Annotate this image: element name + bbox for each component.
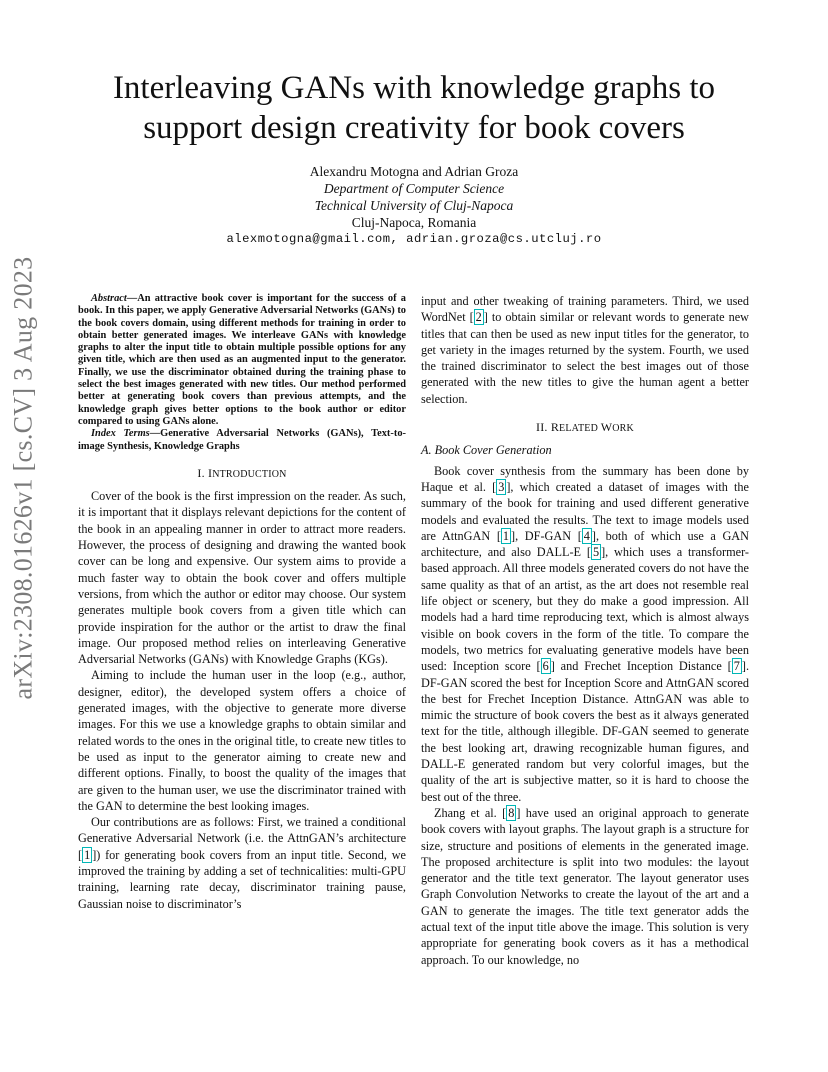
citation-link[interactable]: 2 (475, 310, 482, 325)
intro-paragraph-3-start: Our contributions are as follows: First, we trained a conditional Generative Adversarial Network (i.e. the AttnGAN’s architecture [ 1 ]) for generating book covers from an input title. Second, we improved the training by adding a set of technicalities: multi-GPU training, learning rate decay, discriminator training pause, Gaussian noise to discriminator’s (78, 815, 406, 911)
citation-link[interactable]: 4 (583, 528, 590, 543)
citation-link[interactable]: 8 (508, 805, 515, 820)
author-university: Technical University of Cluj-Napoca (314, 198, 514, 213)
author-block (80, 163, 748, 248)
author-names: Alexandru Motogna and Adrian Groza (309, 164, 519, 179)
title-line-2: support design creativity for book covers (143, 110, 685, 146)
index-terms-label: Index Terms (91, 428, 150, 440)
abstract (78, 293, 406, 453)
right-column (421, 293, 749, 968)
arxiv-sidebar-stamp (2, 256, 44, 699)
author-location: Cluj-Napoca, Romania (351, 215, 477, 230)
intro-paragraph-2: Aiming to include the human user in the loop (e.g., author, designer, editor), the developed system offers a choice of generated images, with the objective to generate more diverse images. For this we use a knowledge graphs to obtain similar and related words to the ones in the original title, to create new titles to be used as input to the generator aiming to create new and different options. Finally, to boost the quality of the images that are given to the human user, we use the discriminator trained with the GAN to determine the best looking images. (78, 668, 406, 813)
intro-paragraph-3-continued: input and other tweaking of training parameters. Third, we used WordNet [ 2 ] to obtain similar or relevant words to generate new titles that can then be used as new input titles for the generator, to get variety in the images returned by the system. Fourth, we used the trained discriminator to select the best images out of those generated with the new titles to give the human agent a better selection. (421, 294, 749, 406)
paper-title (80, 68, 748, 148)
citation-link[interactable]: 1 (502, 528, 510, 543)
citation-link[interactable]: 6 (542, 659, 549, 674)
citation-link[interactable]: 3 (498, 479, 505, 494)
citation-link[interactable]: 7 (733, 659, 740, 674)
abstract-text: Abstract—An attractive book cover is important for the success of a book. In this paper, we apply Generative Adversarial Networks (GANs) to the book covers domain, using different methods for training in order to obtain better generated images. We interleave GANs with knowledge graphs to alter the input title to obtain multiple possible options for any given title, which are then used as an augmented input to the generator. Finally, we use the discriminator obtained during the training phase to select the best images generated with new titles. Our method performed better at generating book covers than previous attempts, and the knowledge graph gives better options to the book author or editor compared to using GANs alone. (78, 293, 406, 427)
subsection-heading-book-cover-generation: A. Book Cover Generation (421, 443, 552, 458)
section-heading-related-work: II. RELATED WORK (536, 420, 634, 435)
arxiv-identifier: arXiv:2308.01626v1 [cs.CV] 3 Aug 2023 (8, 256, 37, 699)
related-paragraph-2: Zhang et al. [ 8 ] have used an original approach to generate book covers with layout graphs. The layout graph is a structure for size, structure and positions of elements in the generated image. The proposed architecture is split into two modules: the layout generator and the title text generator. The layout generator uses Graph Convolution Networks to create the layout of the art and a GAN to generate the images. The title text generator adds the actual text of the input title above the image. This solution is very appropriate for generating book covers as it has a methodical approach. To our knowledge, no (421, 805, 749, 967)
author-department: Department of Computer Science (323, 181, 505, 196)
abstract-label: Abstract (91, 293, 127, 304)
author-emails: alexmotogna@gmail.com, adrian.groza@cs.utcluj.ro (226, 232, 602, 246)
citation-link[interactable]: 5 (592, 545, 600, 560)
related-paragraph-1: Book cover synthesis from the summary has been done by Haque et al. [ 3 ], which created a dataset of images with the summary of the book for training and used different generative models and evaluated the results. The text to image models used are AttnGAN [ 1 ], DF-GAN [ 4 ], both of which use a GAN architecture, and also DALL-E [ 5 ], which uses a transformer-based approach. All three models generated covers do not have the same quality as that of an artist, as the art does not resemble real life object or scenery, but they do make a good impression. All models had a hard time reproducing text, which is almost always visible on book covers in the form of the title. To compare the models, two metrics for evaluating generative models have been used: Inception score [ 6 ] and Frechet Inception Distance [ 7 ]. DF-GAN scored the best for Inception Score and AttnGAN scored the best for Frechet Inception Distance. AttnGAN was able to mimic the structure of book covers the best as it always generated text for the title, although illegible. DF-GAN seemed to generate the best looking art, drawing recognizable human figures, and DALL-E generated random but very colorful images, but the quality of the art is subjective matter, so it is hard to choose the best out of the three. (421, 463, 750, 804)
intro-paragraph-1: Cover of the book is the first impression on the reader. As such, it is important that it displays relevant depictions for the content of the book in an appealing manner in order to attract more readers. However, the process of designing and drawing the wanted book cover can be long and expensive. Our system aims to provide a much faster way to obtain the book cover and offers multiple versions, from which the author or editor may choose. Our system generates multiple book covers from a given title which can provide inspiration for the author or the artist to draw the final image. Our proposed method relies on interleaving Generative Adversarial Networks (GANs) with Knowledge Graphs (KGs). (78, 489, 406, 667)
citation-link[interactable]: 1 (84, 847, 91, 862)
left-column (78, 293, 406, 912)
index-terms: Index Terms—Generative Adversarial Networks (GANs), Text-to-image Synthesis, Knowledge Graphs (78, 428, 406, 452)
title-line-1: Interleaving GANs with knowledge graphs to (112, 70, 716, 106)
section-heading-introduction: I. INTRODUCTION (197, 465, 287, 480)
